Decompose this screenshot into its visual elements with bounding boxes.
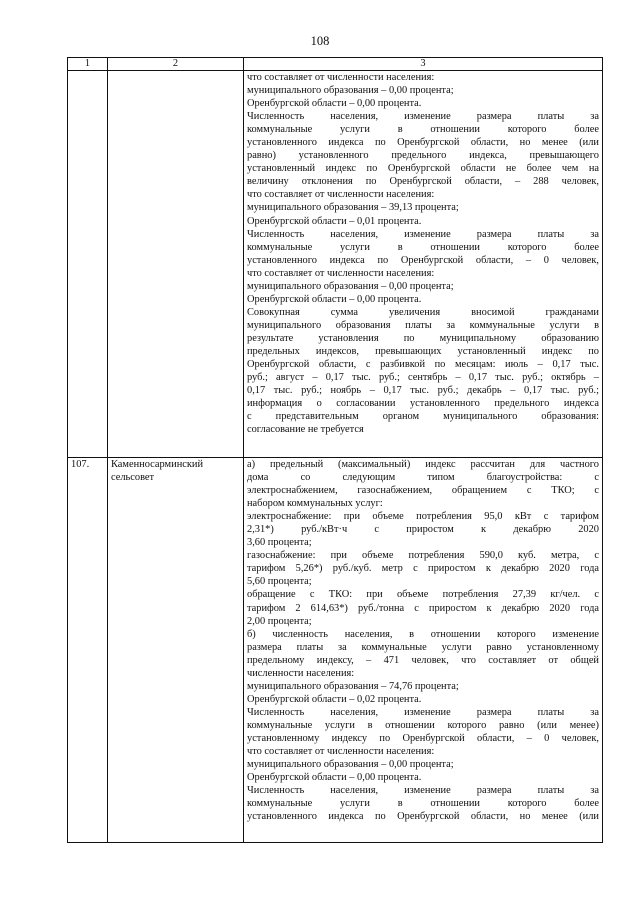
text-line: предельных индексов, превышающих установленный индекс по (247, 345, 599, 357)
text-line: Оренбургской области – 0,00 процента. (247, 293, 422, 305)
table-row-continuation (68, 71, 603, 458)
text-line: Оренбургской области – 0,01 процента. (247, 215, 422, 227)
table-header-row (68, 58, 603, 71)
text-line: муниципального образования – 0,00 процента; (247, 759, 454, 771)
text-line: газоснабжение: при объеме потребления 590,0 куб. метра, с (247, 550, 599, 562)
text-line: что составляет от численности населения: (247, 267, 435, 279)
text-line: муниципального образования – 74,76 процента; (247, 680, 459, 692)
text-line: Оренбургской области, с разбивкой по месяцам: июль – 0,17 тыс. (247, 359, 599, 371)
text-line: муниципального образования – 0,00 процента; (247, 280, 454, 292)
text-line: руб.; август – 0,17 тыс. руб.; сентябрь – 0,17 тыс. руб.; октябрь – (247, 372, 599, 384)
header-col-name: 2 (108, 58, 244, 71)
text-line: 3,60 процента; (247, 537, 312, 549)
text-line: тарифом 5,26*) руб./куб. метр с приростом к декабрю 2020 года (247, 563, 599, 575)
text-line: муниципального образования – 39,13 процента; (247, 202, 459, 214)
text-line: что составляет от численности населения: (247, 746, 435, 758)
text-line: электроснабжением, газоснабжением, обращением с ТКО; с (247, 485, 599, 497)
text-line: б) численность населения, в отношении которого изменение (247, 628, 599, 640)
text-line: равно) установленного предельного индекса, превышающего (247, 150, 599, 162)
text-line: Оренбургской области – 0,02 процента. (247, 693, 422, 705)
text-line: установленного индекса по Оренбургской области, но менее (или (247, 137, 599, 149)
row-description-cell (244, 71, 603, 458)
text-line: установленному индексу по Оренбургской области, – 0 человек, (247, 732, 599, 744)
text-line: информация о согласовании установленного предельного индекса (247, 398, 599, 410)
text-line: набором коммунальных услуг: (247, 498, 383, 510)
description-text (247, 458, 599, 823)
text-line: Численность населения, изменение размера платы за (247, 228, 599, 240)
text-line: численности населения: (247, 667, 355, 679)
text-line: Оренбургской области – 0,00 процента. (247, 98, 422, 110)
text-line: согласование не требуется (247, 424, 364, 436)
text-line: Совокупная сумма увеличения вносимой гражданами (247, 306, 599, 318)
text-line: обращение с ТКО: при объеме потребления 27,39 кг/чел. с (247, 589, 599, 601)
header-col-number: 1 (68, 58, 108, 71)
text-line: Численность населения, изменение размера платы за (247, 706, 599, 718)
text-line: результате установления по муниципальному образованию (247, 332, 599, 344)
text-line: муниципального образования – 0,00 процента; (247, 85, 454, 97)
row-name-cell: Каменносарминский сельсовет (108, 458, 244, 843)
text-line: что составляет от численности населения: (247, 189, 435, 201)
text-line: Численность населения, изменение размера платы за (247, 785, 599, 797)
text-line: установленный индекс по Оренбургской области не более чем на (247, 163, 599, 175)
text-line: 5,60 процента; (247, 576, 312, 588)
text-line: коммунальные услуги в отношении которого равно (или менее) (247, 719, 599, 731)
text-line: коммунальные услуги в отношении которого более (247, 124, 599, 136)
indices-table (67, 57, 603, 843)
text-line: с представительным органом муниципального образования: (247, 411, 599, 423)
page-number: 108 (310, 34, 330, 48)
text-line: 2,00 процента; (247, 615, 312, 627)
text-line: размера платы за коммунальные услуги равно установленному (247, 641, 599, 653)
text-line: что составляет от численности населения: (247, 72, 435, 83)
text-line: установленного индекса по Оренбургской области, – 0 человек, (247, 254, 599, 266)
text-line: предельному индексу, – 471 человек, что составляет от общей (247, 654, 599, 666)
text-line: а) предельный (максимальный) индекс рассчитан для частного (247, 459, 599, 470)
text-line: Численность населения, изменение размера платы за (247, 111, 599, 123)
text-line: Оренбургской области – 0,00 процента. (247, 772, 422, 784)
header-col-description: 3 (244, 58, 603, 71)
table-row-107 (68, 458, 603, 843)
text-line: 2,31*) руб./кВт·ч с приростом к декабрю 2020 (247, 524, 599, 536)
row-number-cell: 107. (68, 458, 108, 843)
row-name-cell (108, 71, 244, 458)
text-line: электроснабжение: при объеме потребления 95,0 кВт с тарифом (247, 511, 599, 523)
text-line: коммунальные услуги в отношении которого более (247, 798, 599, 810)
text-line: величину отклонения по Оренбургской области, – 288 человек, (247, 176, 599, 188)
text-line: 0,17 тыс. руб.; ноябрь – 0,17 тыс. руб.; декабрь – 0,17 тыс. руб.; (247, 385, 599, 397)
row-number-cell (68, 71, 108, 458)
text-line: дома со следующим типом благоустройства: с (247, 472, 599, 484)
text-line: тарифом 2 614,63*) руб./тонна с приростом к декабрю 2020 года (247, 602, 599, 614)
text-line: коммунальные услуги в отношении которого более (247, 241, 599, 253)
text-line: установленного индекса по Оренбургской области, но менее (или (247, 811, 599, 823)
text-line: муниципального образования платы за коммунальные услуги в (247, 319, 599, 331)
description-text (247, 71, 599, 436)
row-description-cell (244, 458, 603, 843)
